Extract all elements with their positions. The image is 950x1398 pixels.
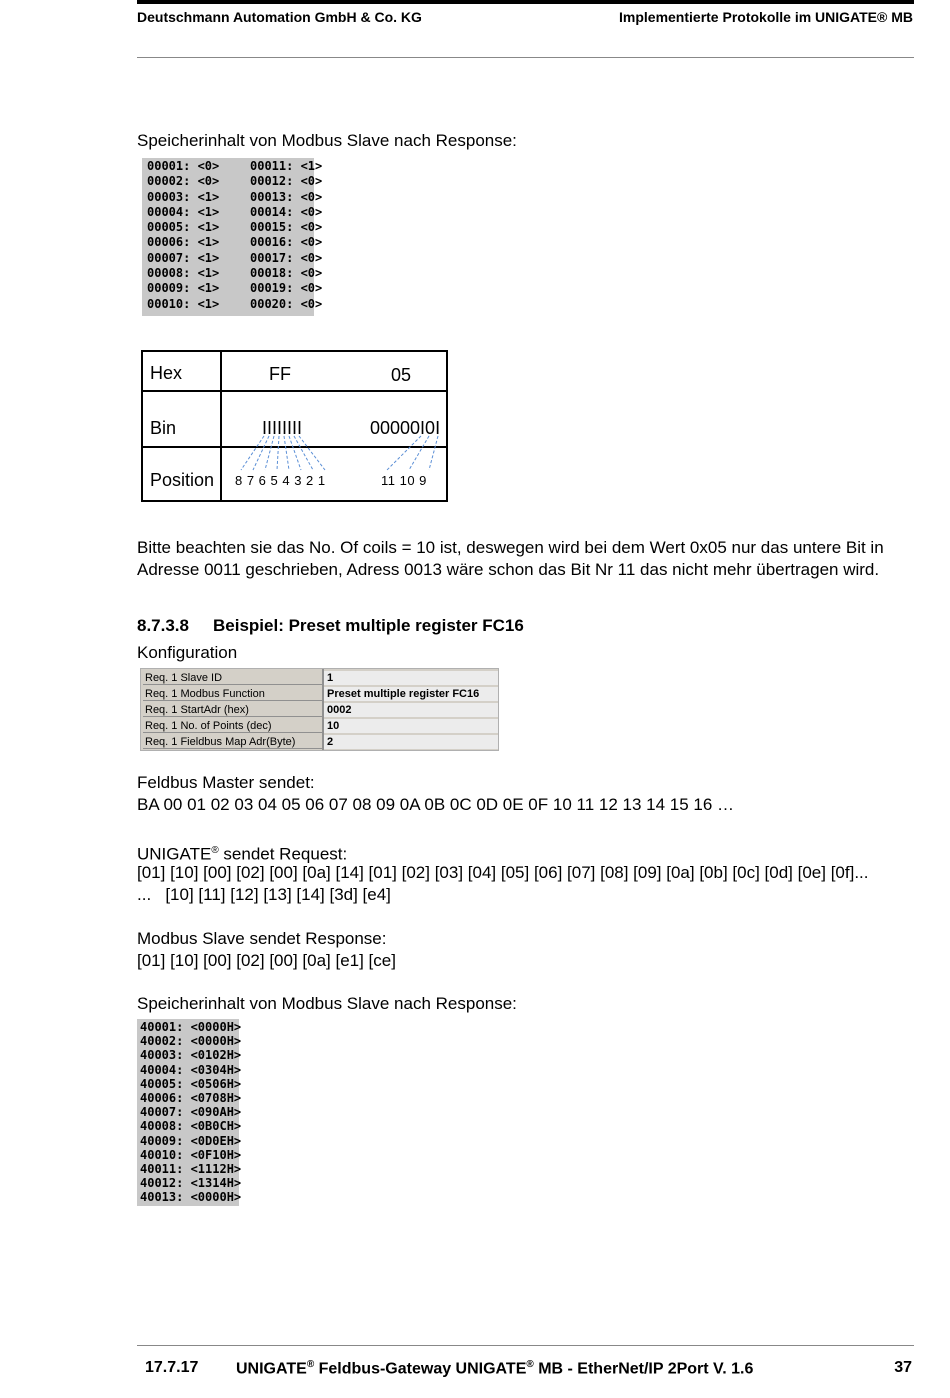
footer-title <box>236 1359 753 1378</box>
footer-title-unigate: UNIGATE <box>236 1360 307 1378</box>
config-row <box>141 671 498 687</box>
diagram-positions-9-11: 11 10 9 <box>381 473 427 488</box>
memory-caption-registers: Speicherinhalt von Modbus Slave nach Response: <box>137 994 517 1013</box>
register-row: 40009: <0D0EH> <box>140 1133 242 1148</box>
config-key: Req. 1 No. of Points (dec) <box>143 719 322 733</box>
coil-value: 00009: <1> <box>147 281 220 296</box>
coil-value: 00007: <1> <box>147 250 220 265</box>
header-company: Deutschmann Automation GmbH & Co. KG <box>137 9 422 25</box>
config-value: 2 <box>324 735 498 749</box>
diagram-hex-05: 05 <box>391 365 412 385</box>
footer-date: 17.7.17 <box>145 1359 199 1376</box>
config-key: Req. 1 Modbus Function <box>143 687 322 701</box>
memory-caption-coils: Speicherinhalt von Modbus Slave nach Response: <box>137 131 517 150</box>
coil-row <box>142 266 323 281</box>
coil-row <box>142 235 323 250</box>
coil-value: 00014: <0> <box>250 204 323 219</box>
coil-value: 00020: <0> <box>250 296 323 311</box>
header-divider <box>137 57 914 58</box>
coil-row <box>142 204 323 220</box>
register-row: 40011: <1112H> <box>140 1161 242 1176</box>
coil-note-paragraph: Bitte beachten sie das No. Of coils = 10 ist, deswegen wird bei dem Wert 0x05 nur das untere Bit in Adresse 0011 geschrieben, Adress 0013 wäre schon das Bit Nr 11 das nicht mehr übertragen wird. <box>137 538 884 579</box>
coil-value: 00019: <0> <box>250 281 323 296</box>
config-key: Req. 1 StartAdr (hex) <box>143 703 322 717</box>
coil-row <box>142 296 323 312</box>
coil-value: 00018: <0> <box>250 266 323 281</box>
diagram-positions-1-8: 8 7 6 5 4 3 2 1 <box>235 473 326 488</box>
coil-row <box>142 189 323 205</box>
register-row: 40012: <1314H> <box>140 1176 242 1191</box>
diagram-bin-low: 00000I0I <box>370 418 441 438</box>
unigate-name: UNIGATE <box>137 844 212 864</box>
coil-row <box>142 174 323 189</box>
registered-mark: ® <box>211 845 219 856</box>
config-table <box>140 668 499 751</box>
coil-row <box>142 220 323 235</box>
coil-value: 00001: <0> <box>147 159 220 173</box>
config-key: Req. 1 Slave ID <box>143 671 322 685</box>
coil-row <box>142 250 323 266</box>
register-row: 40001: <0000H> <box>140 1020 242 1034</box>
register-row: 40002: <0000H> <box>140 1034 242 1049</box>
coil-value: 00011: <1> <box>250 159 323 173</box>
register-row: 40005: <0506H> <box>140 1076 242 1091</box>
footer-registered-mark-2: ® <box>526 1359 534 1370</box>
coil-value: 00016: <0> <box>250 235 323 250</box>
config-row <box>141 735 498 751</box>
footer-registered-mark: ® <box>306 1359 315 1370</box>
coil-memory-screenshot <box>142 158 323 316</box>
footer-page-number: 37 <box>894 1359 912 1376</box>
coil-value: 00005: <1> <box>147 220 220 235</box>
footer-divider <box>137 1345 914 1346</box>
coil-value: 00017: <0> <box>250 250 323 265</box>
master-data: BA 00 01 02 03 04 05 06 07 08 09 0A 0B 0C 0D 0E 0F 10 11 12 13 14 15 16 … <box>137 795 735 814</box>
coil-value: 00003: <1> <box>147 189 220 204</box>
coil-value: 00013: <0> <box>250 189 323 204</box>
section-heading <box>137 616 524 636</box>
register-row: 40007: <090AH> <box>140 1105 242 1120</box>
hex-bin-position-diagram <box>141 350 448 502</box>
register-row: 40008: <0B0CH> <box>140 1119 242 1134</box>
coil-value: 00002: <0> <box>147 174 220 189</box>
config-row <box>141 719 498 735</box>
register-row: 40004: <0304H> <box>140 1062 242 1077</box>
footer-title-gateway: Feldbus-Gateway UNIGATE <box>314 1360 527 1378</box>
request-data-line-2: ... [10] [11] [12] [13] [14] [3d] [e4] <box>137 885 391 904</box>
coil-value: 00006: <1> <box>147 235 220 250</box>
request-data-line-1: [01] [10] [00] [02] [00] [0a] [14] [01] [02] [03] [04] [05] [06] [07] [08] [09] [0a] [0b] [0c] [0d] [0e] [0f]... <box>137 863 869 882</box>
footer-title-product: MB - EtherNet/IP 2Port V. 1.6 <box>533 1360 754 1378</box>
diagram-label-position: Position <box>150 470 215 490</box>
diagram-bin-high: IIIIIIII <box>262 418 303 438</box>
config-key: Req. 1 Fieldbus Map Adr(Byte) <box>143 735 322 749</box>
config-value: 1 <box>324 671 498 685</box>
response-label: Modbus Slave sendet Response: <box>137 929 387 948</box>
header-section-title: Implementierte Protokolle im UNIGATE® MB <box>619 9 913 25</box>
config-value: 10 <box>324 719 498 733</box>
register-row: 40013: <0000H> <box>140 1190 242 1205</box>
register-memory-screenshot <box>137 1019 242 1206</box>
config-label: Konfiguration <box>137 643 238 662</box>
register-row: 40003: <0102H> <box>140 1048 242 1063</box>
diagram-label-hex: Hex <box>150 363 183 383</box>
coil-value: 00010: <1> <box>147 296 220 311</box>
diagram-bit-arrows <box>143 352 446 500</box>
coil-value: 00008: <1> <box>147 266 220 281</box>
coil-value: 00015: <0> <box>250 220 323 235</box>
coil-value: 00012: <0> <box>250 174 323 189</box>
master-label: Feldbus Master sendet: <box>137 773 315 792</box>
config-row <box>141 703 498 719</box>
section-title: Beispiel: Preset multiple register FC16 <box>213 616 524 635</box>
coil-value: 00004: <1> <box>147 204 220 219</box>
register-row: 40006: <0708H> <box>140 1090 242 1105</box>
diagram-hex-ff: FF <box>269 364 291 384</box>
coil-row <box>142 159 323 174</box>
section-number: 8.7.3.8 <box>137 616 189 635</box>
config-value: Preset multiple register FC16 <box>324 687 498 701</box>
diagram-label-bin: Bin <box>150 418 177 438</box>
config-value: 0002 <box>324 703 498 717</box>
unigate-request-text: sendet Request: <box>218 844 348 864</box>
header-bar <box>137 0 914 4</box>
response-data: [01] [10] [00] [02] [00] [0a] [e1] [ce] <box>137 951 396 970</box>
config-row <box>141 687 498 703</box>
coil-row <box>142 281 323 296</box>
register-row: 40010: <0F10H> <box>140 1147 242 1162</box>
